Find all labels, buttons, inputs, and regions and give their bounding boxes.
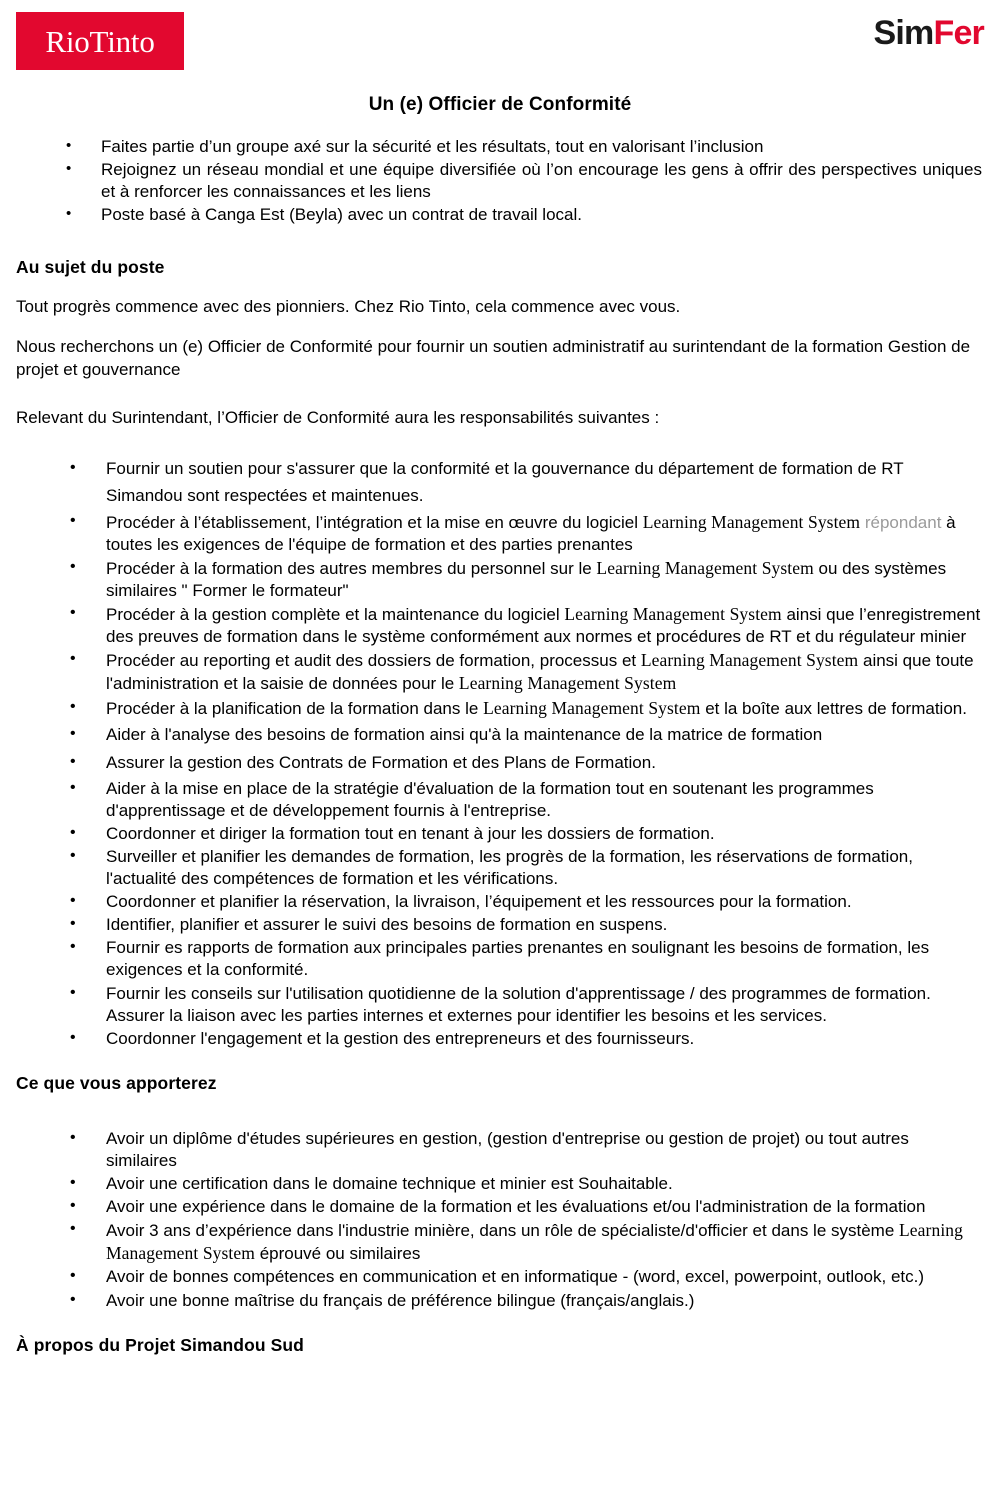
lms-term: Learning Management System bbox=[106, 1220, 963, 1264]
section-heading-what-you-bring: Ce que vous apporterez bbox=[16, 1072, 217, 1093]
list-item: • Rejoignez un réseau mondial et une équipe diversifiée où l’on encourage les gens à offrir des perspectives uniques et à renforcer les connaissances et les liens bbox=[16, 159, 984, 203]
text-run: Fournir les conseils sur l'utilisation quotidienne de la solution d'apprentissage / des programmes de formation. Assurer la liaison avec les parties internes et externes pour identifier les besoins et les services. bbox=[106, 983, 931, 1025]
text-run: ainsi que toute l'administration et la saisie de données pour le bbox=[106, 651, 974, 694]
text-run: Aider à l'analyse des besoins de formation ainsi qu'à la maintenance de la matrice de formation bbox=[106, 724, 823, 744]
list-item bbox=[16, 1290, 984, 1312]
muted-text: répondant bbox=[864, 512, 942, 532]
list-item bbox=[16, 721, 984, 749]
list-item bbox=[16, 937, 984, 981]
lms-term: Learning Management System bbox=[564, 604, 782, 625]
list-item bbox=[16, 557, 984, 602]
text-run: et la boîte aux lettres de formation. bbox=[700, 698, 967, 718]
list-item bbox=[16, 891, 984, 913]
text-run: Avoir un diplôme d'études supérieures en gestion, (gestion d'entreprise ou gestion de projet) ou tout autres similaires bbox=[106, 1128, 909, 1170]
list-item bbox=[16, 603, 984, 648]
list-item bbox=[16, 1128, 984, 1172]
list-item bbox=[16, 1028, 984, 1050]
about-role-paragraph-1: Tout progrès commence avec des pionniers. Chez Rio Tinto, cela commence avec vous. bbox=[16, 297, 681, 317]
text-run: ou des systèmes similaires " Former le formateur" bbox=[106, 559, 947, 601]
about-role-paragraph-3: Relevant du Surintendant, l’Officier de Conformité aura les responsabilités suivantes : bbox=[16, 407, 660, 427]
text-run: Surveiller et planifier les demandes de formation, les progrès de la formation, les réservations de formation, l'actualité des compétences de formation et les vérifications. bbox=[106, 847, 913, 889]
lms-term: Learning Management System bbox=[640, 650, 859, 671]
list-item bbox=[16, 649, 984, 695]
text-run: Fournir es rapports de formation aux principales parties prenantes en soulignant les besoins de formation, les exigences et la conformité. bbox=[106, 938, 930, 980]
page-title: Un (e) Officier de Conformité bbox=[368, 94, 632, 115]
text-run: Procéder à la formation des autres membres du personnel sur le bbox=[106, 559, 597, 578]
list-item bbox=[16, 778, 984, 822]
list-item bbox=[16, 1173, 984, 1195]
text-run: ainsi que l’enregistrement des preuves de formation dans le système conformément aux normes et procédures de RT et du régulateur minier bbox=[106, 605, 981, 647]
text-run: Aider à la mise en place de la stratégie d'évaluation de la formation tout en soutenant les programmes d'apprentissage et de développement fournis à l'entreprise. bbox=[106, 778, 874, 820]
text-run: Procéder à l’établissement, l’intégration et la mise en œuvre du logiciel bbox=[106, 512, 643, 532]
list-item bbox=[16, 1196, 984, 1218]
list-item bbox=[16, 697, 984, 720]
text-run: Avoir une expérience dans le domaine de la formation et les évaluations et/ou l'administration de la formation bbox=[106, 1197, 926, 1217]
list-item bbox=[16, 511, 984, 556]
responsibilities-bullet-list bbox=[16, 455, 984, 1050]
text-run: Procéder à la planification de la formation dans le bbox=[106, 698, 484, 718]
list-item bbox=[16, 455, 984, 510]
list-item: • Faites partie d’un groupe axé sur la sécurité et les résultats, tout en valorisant l’inclusion bbox=[16, 136, 984, 158]
lms-term: Learning Management System bbox=[596, 558, 814, 578]
requirements-bullet-list bbox=[16, 1128, 984, 1312]
text-run: Procéder au reporting et audit des dossiers de formation, processus et bbox=[106, 651, 641, 671]
rio-tinto-logo-text: RioTinto bbox=[45, 23, 155, 59]
simfer-logo bbox=[874, 16, 984, 50]
lms-term: Learning Management System bbox=[642, 511, 861, 532]
text-run: éprouvé ou similaires bbox=[254, 1244, 421, 1264]
about-role-paragraph-2: Nous recherchons un (e) Officier de Conformité pour fournir un soutien administratif au surintendant de la formation Gestion de projet et gouvernance bbox=[16, 337, 971, 379]
section-heading-about-project: À propos du Projet Simandou Sud bbox=[16, 1334, 304, 1355]
list-item bbox=[16, 1266, 984, 1288]
list-item: • Poste basé à Canga Est (Beyla) avec un contrat de travail local. bbox=[16, 204, 984, 226]
document-header bbox=[16, 0, 984, 86]
text-run: Avoir de bonnes compétences en communication et en informatique - (word, excel, powerpoint, outlook, etc.) bbox=[106, 1267, 925, 1287]
section-heading-about-role: Au sujet du poste bbox=[16, 257, 165, 278]
text-run: Identifier, planifier et assurer le suivi des besoins de formation en suspens. bbox=[106, 915, 668, 935]
simfer-logo-text-fer: Fer bbox=[933, 14, 984, 52]
text-run: à toutes les exigences de l'équipe de formation et des parties prenantes bbox=[106, 512, 956, 554]
text-run: Procéder à la gestion complète et la maintenance du logiciel bbox=[106, 605, 565, 625]
lms-term: Learning Management System bbox=[458, 673, 677, 694]
text-run: Fournir un soutien pour s'assurer que la conformité et la gouvernance du département de formation de RT Simandou sont respectées et maintenues. bbox=[106, 458, 904, 506]
text-run: Avoir une bonne maîtrise du français de préférence bilingue (français/anglais.) bbox=[106, 1290, 695, 1310]
text-run: Avoir 3 ans d’expérience dans l'industrie minière, dans un rôle de spécialiste/d'officier et dans le système bbox=[106, 1221, 900, 1241]
text-run: Coordonner et planifier la réservation, la livraison, l’équipement et les ressources pour la formation. bbox=[106, 892, 852, 912]
intro-bullet-list bbox=[16, 136, 984, 226]
list-item bbox=[16, 749, 984, 777]
list-item bbox=[16, 914, 984, 936]
list-item bbox=[16, 846, 984, 890]
text-run: Coordonner l'engagement et la gestion des entrepreneurs et des fournisseurs. bbox=[106, 1028, 695, 1048]
list-item bbox=[16, 983, 984, 1027]
text-run: Assurer la gestion des Contrats de Formation et des Plans de Formation. bbox=[106, 753, 656, 773]
text-run: Coordonner et diriger la formation tout en tenant à jour les dossiers de formation. bbox=[106, 823, 715, 843]
lms-term: Learning Management System bbox=[483, 697, 701, 718]
rio-tinto-logo bbox=[16, 12, 184, 70]
simfer-logo-text-sim: Sim bbox=[873, 14, 934, 52]
list-item bbox=[16, 823, 984, 845]
list-item bbox=[16, 1219, 984, 1265]
text-run: Avoir une certification dans le domaine technique et minier est Souhaitable. bbox=[106, 1174, 673, 1194]
